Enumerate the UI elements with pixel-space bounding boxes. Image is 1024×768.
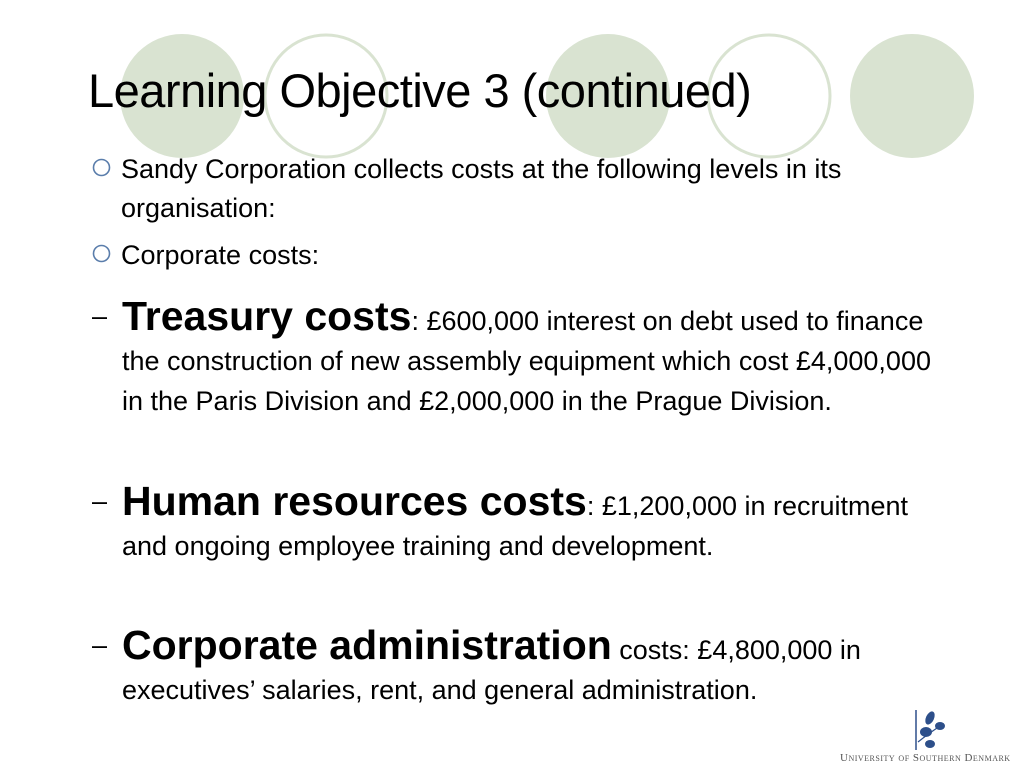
ring-bullet-icon xyxy=(92,158,111,177)
sub-item-heading: Treasury costs xyxy=(122,293,412,339)
bullet-text: Corporate costs: xyxy=(121,240,320,270)
circle-filled-3 xyxy=(850,34,974,158)
sub-item-heading: Corporate administration xyxy=(122,622,612,668)
dash-bullet: – xyxy=(92,486,108,516)
bullet-text: Sandy Corporation collects costs at the following levels in its organisation: xyxy=(121,154,842,223)
university-logo xyxy=(840,708,1020,766)
sub-item-text: : £1,200,000 in recruitment and ongoing employee training and development. xyxy=(122,491,909,561)
sub-item-heading: Human resources costs xyxy=(122,478,587,524)
sub-item-text: costs: £4,800,000 in executives’ salaries, rent, and general administration. xyxy=(122,635,861,705)
leaf-branch-icon xyxy=(840,708,1020,752)
dash-bullet: – xyxy=(92,630,108,660)
sub-item-text: : £600,000 interest on debt used to finance the construction of new assembly equipment which cost £4,000,000 in the Paris Division and £2,000,000 in the Prague Division. xyxy=(122,306,931,416)
dash-bullet: – xyxy=(92,301,108,331)
logo-text: University of Southern Denmark xyxy=(840,752,1011,764)
slide-title: Learning Objective 3 (continued) xyxy=(88,64,752,117)
ring-bullet-icon xyxy=(92,244,111,263)
